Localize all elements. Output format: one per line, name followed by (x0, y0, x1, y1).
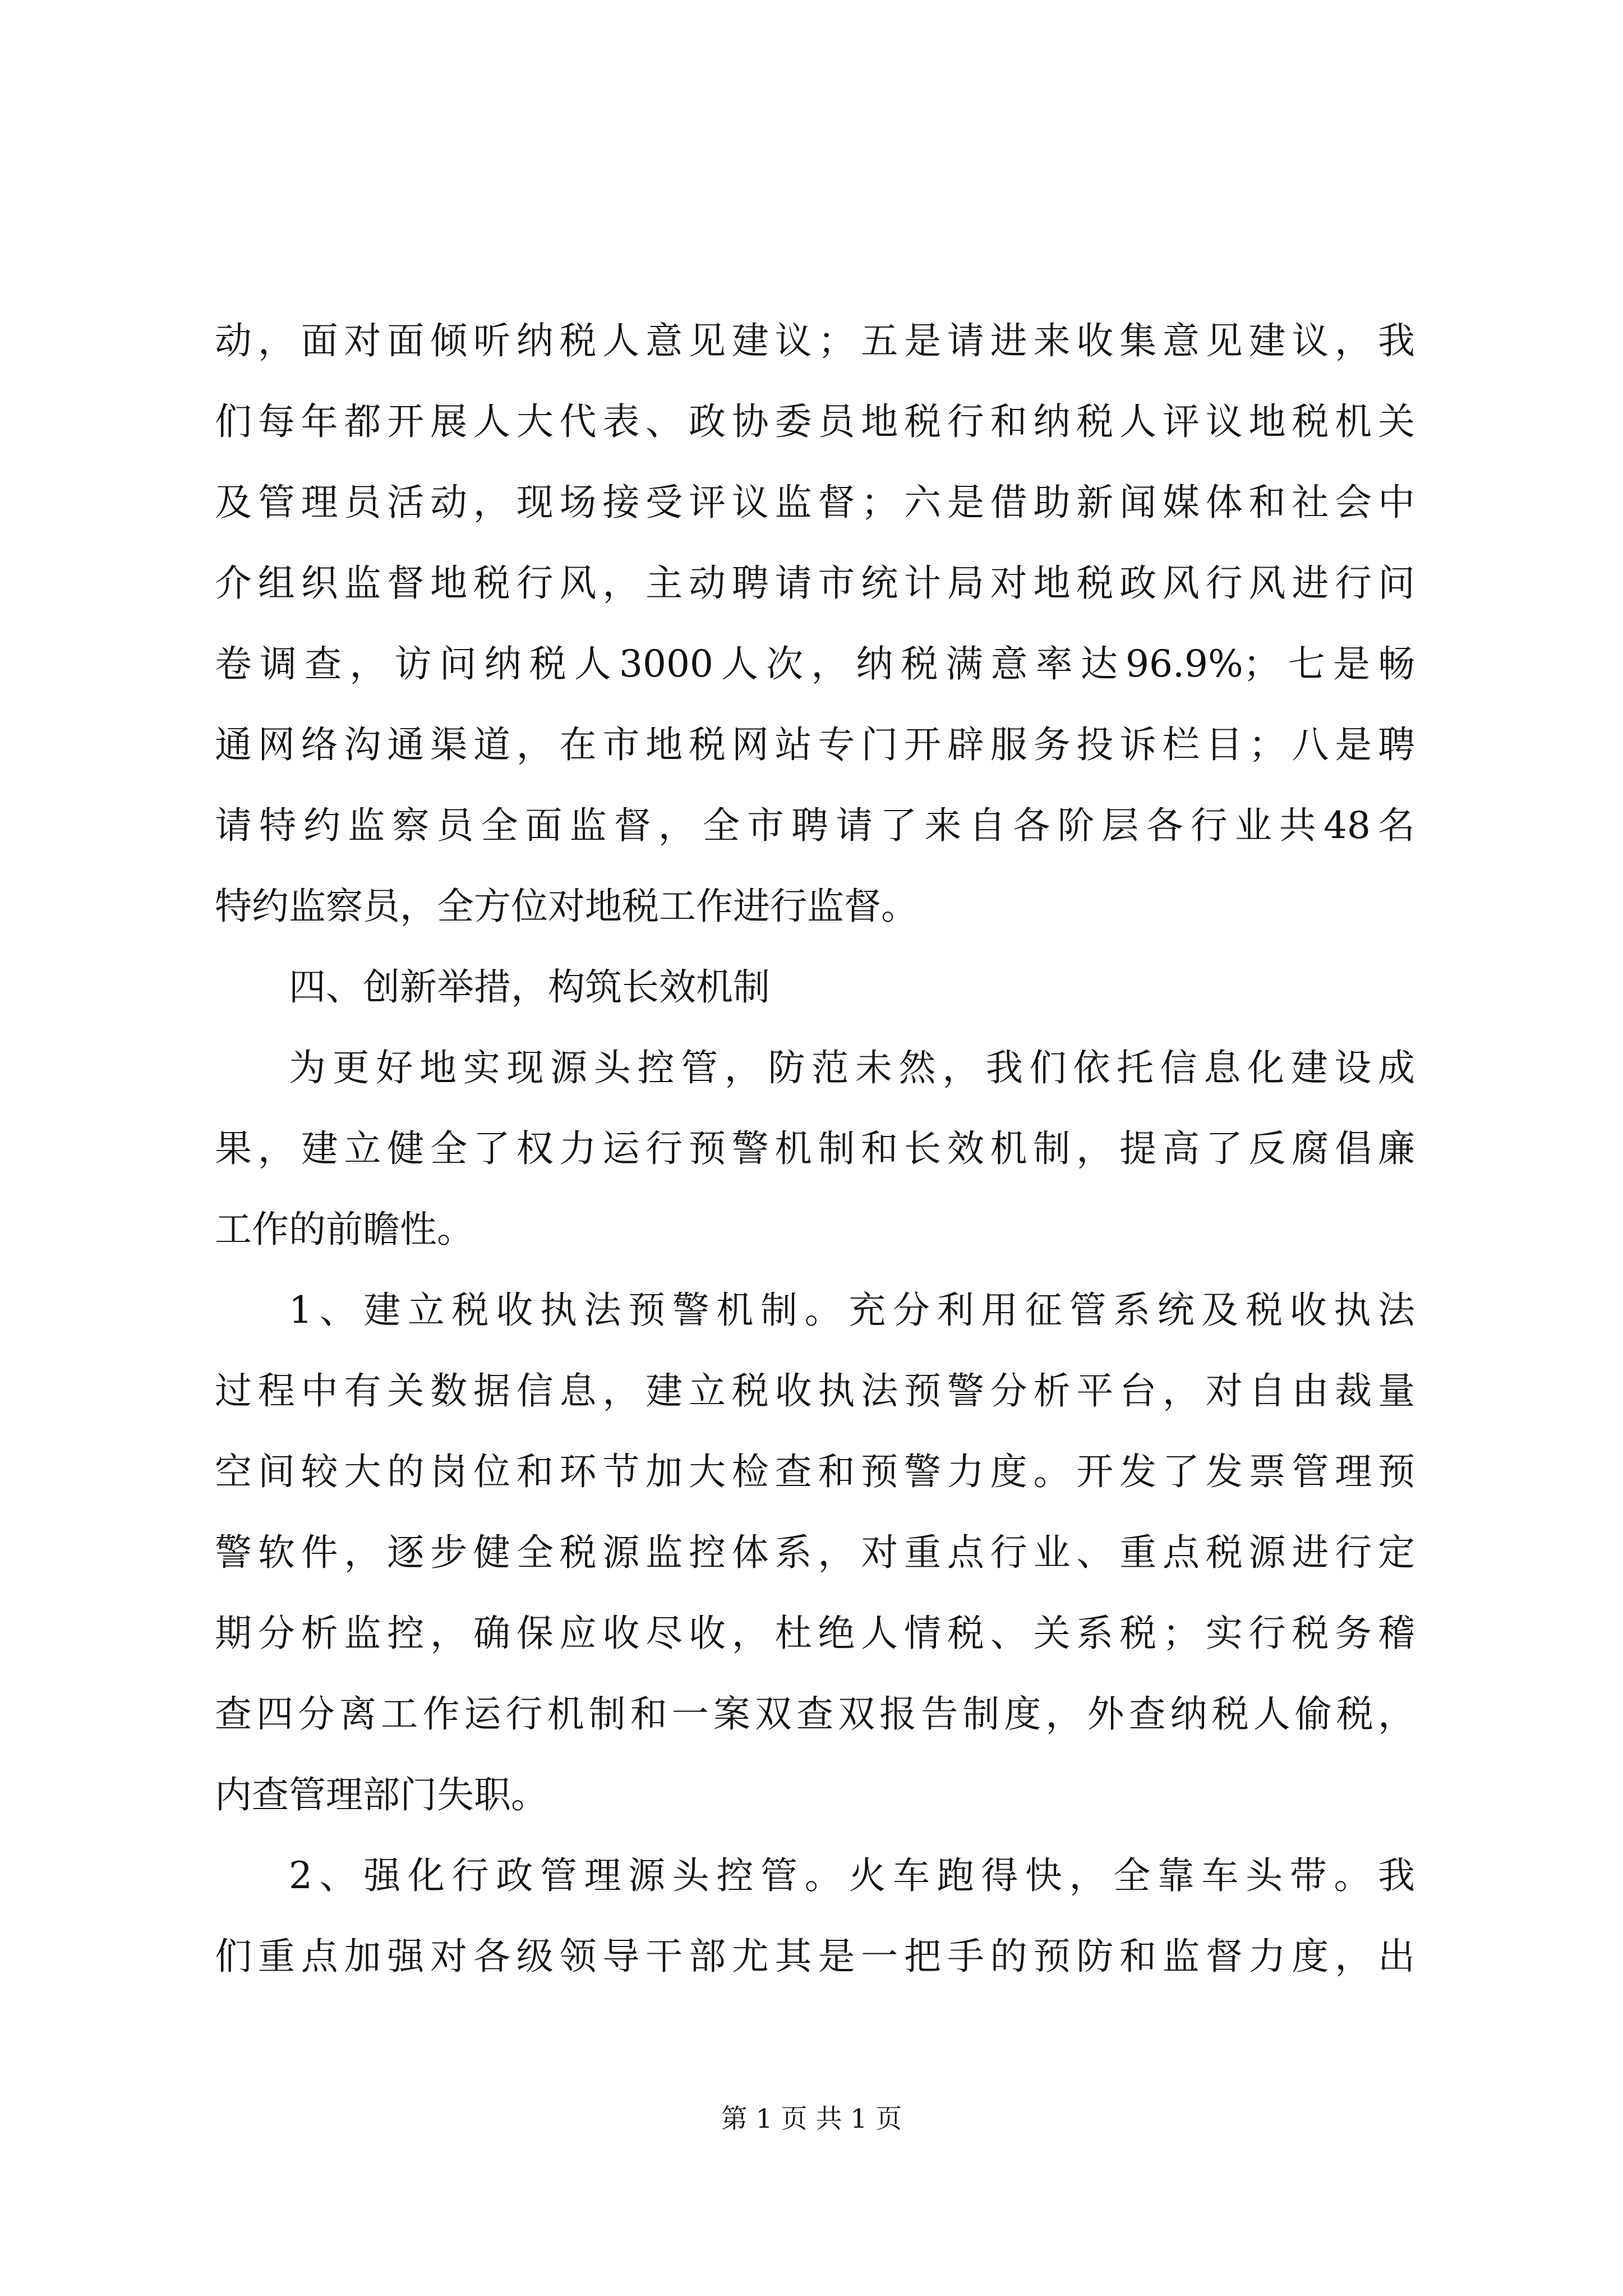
text-line: 们每年都开展人大代表、政协委员地税行和纳税人评议地税机关 (215, 400, 1415, 443)
text-line: 内查管理部门失职。 (215, 1773, 548, 1816)
text-line: 介组织监督地税行风，主动聘请市统计局对地税政风行风进行问 (215, 562, 1415, 605)
text-line: 果，建立健全了权力运行预警机制和长效机制，提高了反腐倡廉 (215, 1127, 1415, 1170)
text-line: 警软件，逐步健全税源监控体系，对重点行业、重点税源进行定 (215, 1531, 1415, 1574)
paragraph-first-line: 2、强化行政管理源头控管。火车跑得快，全靠车头带。我 (289, 1854, 1415, 1897)
text-line: 特约监察员，全方位对地税工作进行监督。 (215, 885, 918, 928)
paragraph-first-line: 为更好地实现源头控管，防范未然，我们依托信息化建设成 (289, 1046, 1415, 1089)
text-line: 过程中有关数据信息，建立税收执法预警分析平台，对自由裁量 (215, 1369, 1415, 1412)
text-line: 动，面对面倾听纳税人意见建议；五是请进来收集意见建议，我 (215, 319, 1415, 362)
text-line: 们重点加强对各级领导干部尤其是一把手的预防和监督力度，出 (215, 1935, 1415, 1978)
text-line: 及管理员活动，现场接受评议监督；六是借助新闻媒体和社会中 (215, 481, 1415, 524)
text-line: 期分析监控，确保应收尽收，杜绝人情税、关系税；实行税务稽 (215, 1612, 1415, 1655)
paragraph-first-line: 1、建立税收执法预警机制。充分利用征管系统及税收执法 (289, 1289, 1415, 1332)
text-line: 通网络沟通渠道，在市地税网站专门开辟服务投诉栏目；八是聘 (215, 723, 1415, 766)
section-heading: 四、创新举措，构筑长效机制 (289, 965, 770, 1009)
text-line: 工作的前瞻性。 (215, 1208, 474, 1251)
text-line: 查四分离工作运行机制和一案双查双报告制度，外查纳税人偷税， (215, 1692, 1415, 1736)
text-line: 卷调查，访问纳税人3000人次，纳税满意率达96.9%；七是畅 (215, 642, 1415, 685)
text-line: 请特约监察员全面监督，全市聘请了来自各阶层各行业共48名 (215, 804, 1415, 847)
text-line: 空间较大的岗位和环节加大检查和预警力度。开发了发票管理预 (215, 1450, 1415, 1493)
page-footer: 第 1 页 共 1 页 (721, 2104, 902, 2134)
